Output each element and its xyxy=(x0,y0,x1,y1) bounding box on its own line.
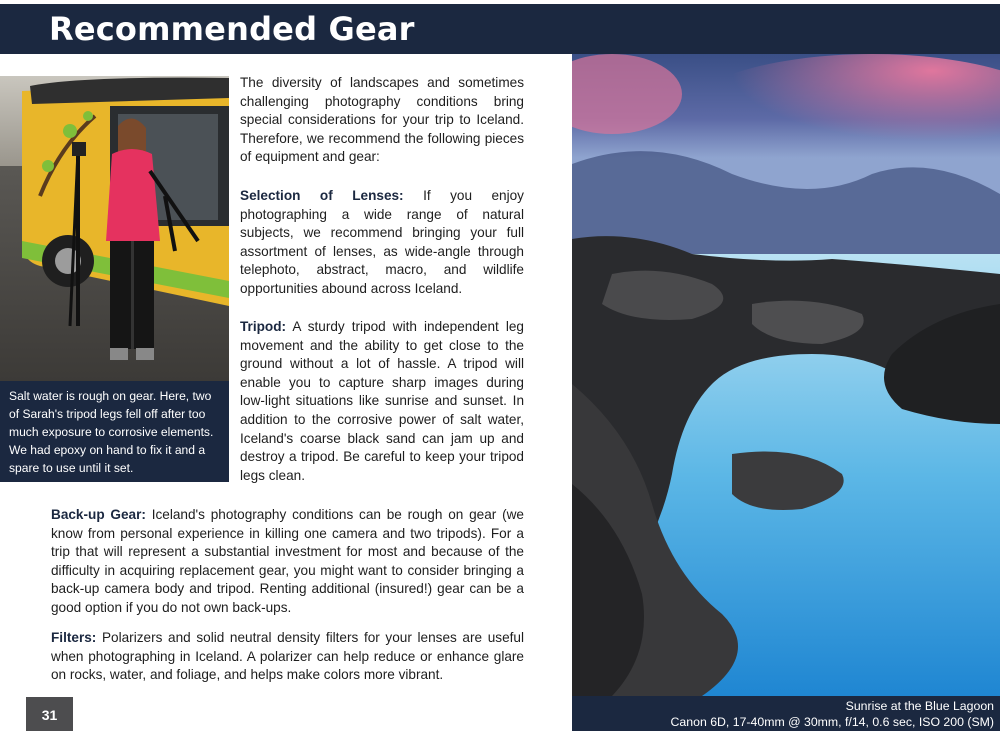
backup-text: Iceland's photography conditions can be rough on gear (we know from personal experience in killing one camera and two tripods). For a trip that will represent a substantial investment for most and because of the difficulty in acquiring replacement gear, you might want to consider bringing a back-up camera body and tripod. Renting additional (insured!) gear can be a good option if you do not own back-ups. xyxy=(51,507,524,615)
blue-lagoon-caption-title: Sunrise at the Blue Lagoon xyxy=(845,699,994,713)
blue-lagoon-photo-illustration xyxy=(572,54,1000,696)
tripod-text: A sturdy tripod with independent leg movement and the ability to get close to the ground without a lot of hassle. A tripod will enable you to capture sharp images during low-light situations like sunrise and sunset. In addition to the corrosive power of salt water, Iceland's coarse black sand can jam up and destroy a tripod. Be careful to keep your tripod legs clean. xyxy=(240,319,524,483)
lenses-paragraph xyxy=(240,187,524,299)
page-number: 31 xyxy=(26,697,73,731)
tripod-photo xyxy=(0,76,229,382)
lenses-text: If you enjoy photographing a wide range of natural subjects, we recommend bringing your full assortment of lenses, as wide-angle through telephoto, abstract, macro, and wildlife opportunities abound across Iceland. xyxy=(240,188,524,296)
blue-lagoon-caption xyxy=(572,696,1000,731)
tripod-paragraph xyxy=(240,318,524,485)
tripod-photo-illustration xyxy=(0,76,229,382)
filters-heading: Filters: xyxy=(51,630,97,645)
page-header xyxy=(0,4,1000,54)
tripod-heading: Tripod: xyxy=(240,319,287,334)
tripod-photo-caption: Salt water is rough on gear. Here, two of Sarah's tripod legs fell off after too much exposure to corrosive elements. We had epoxy on hand to fix it and a spare to use until it set. xyxy=(0,381,229,482)
page-title: Recommended Gear xyxy=(49,10,415,48)
backup-paragraph xyxy=(51,506,524,618)
blue-lagoon-photo xyxy=(572,54,1000,696)
backup-heading: Back-up Gear: xyxy=(51,507,146,522)
blue-lagoon-caption-details: Canon 6D, 17-40mm @ 30mm, f/14, 0.6 sec, ISO 200 (SM) xyxy=(670,715,994,729)
lenses-heading: Selection of Lenses: xyxy=(240,188,404,203)
intro-paragraph: The diversity of landscapes and sometimes challenging photography conditions bring special considerations for your trip to Iceland. Therefore, we recommend the following pieces of equipment and gear: xyxy=(240,75,524,165)
filters-paragraph xyxy=(51,629,524,685)
filters-text: Polarizers and solid neutral density filters for your lenses are useful when photographing in Iceland. A polarizer can help reduce or enhance glare on rocks, water, and foliage, and helps make colors more vibrant. xyxy=(51,630,524,683)
